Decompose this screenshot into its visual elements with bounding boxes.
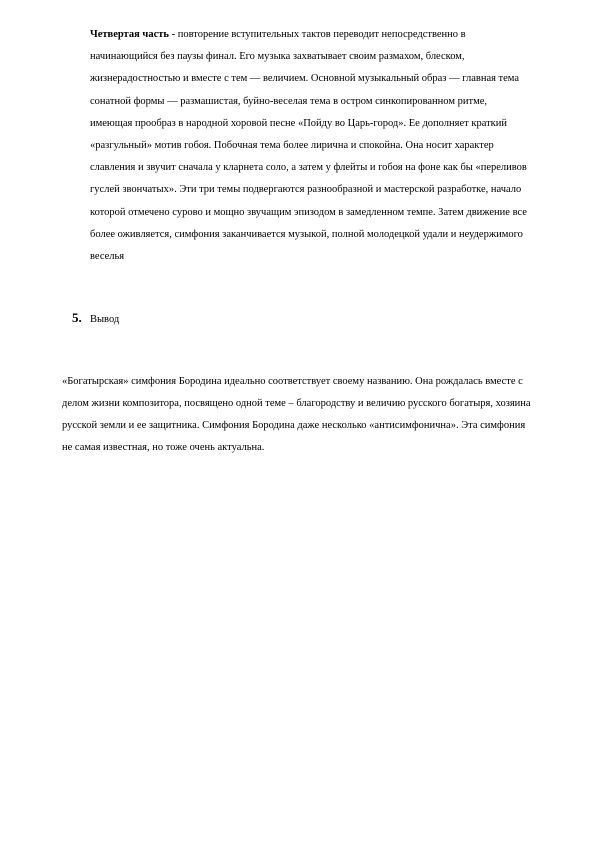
section-title: Вывод [90, 314, 120, 325]
conclusion-paragraph: «Богатырская» симфония Бородина идеально соответствует своему названию. Она рождалась вместе с делом жизни композитора, посвящено одной теме – благородству и величию русского богатыря, хозяина русской земли и ее защитника. Симфония Бородина даже несколько «антисимфонична». Эта симфония не самая известная, но тоже очень актуальна. [62, 376, 531, 453]
section-heading [72, 307, 119, 331]
section-number: 5. [72, 310, 82, 325]
part4-text: - повторение вступительных тактов переводит непосредственно в начинающийся без паузы финал. Его музыка захватывает своим размахом, блеском, жизнерадостностью и вместе с тем — величием. Основной музыкальный образ — главная тема сонатной формы — размашистая, буйно-веселая тема в остром синкопированном ритме, имеющая прообраз в народной хоровой песне «Пойду во Царь-город». Ее дополняет краткий «разгульный» мотив гобоя. Побочная тема более лирична и спокойна. Она носит характер славления и звучит сначала у кларнета соло, а затем у флейты и гобоя на фоне как бы «переливов гуслей звончатых». Эти три темы подвергаются разнообразной и мастерской разработке, начало которой отмечено сурово и мощно звучащим эпизодом в замедленном темпе. Затем движение все более оживляется, симфония заканчивается музыкой, полной молодецкой удали и неудержимого веселья [90, 29, 527, 263]
part4-title: Четвертая часть [90, 29, 169, 40]
part4-paragraph [90, 24, 530, 268]
